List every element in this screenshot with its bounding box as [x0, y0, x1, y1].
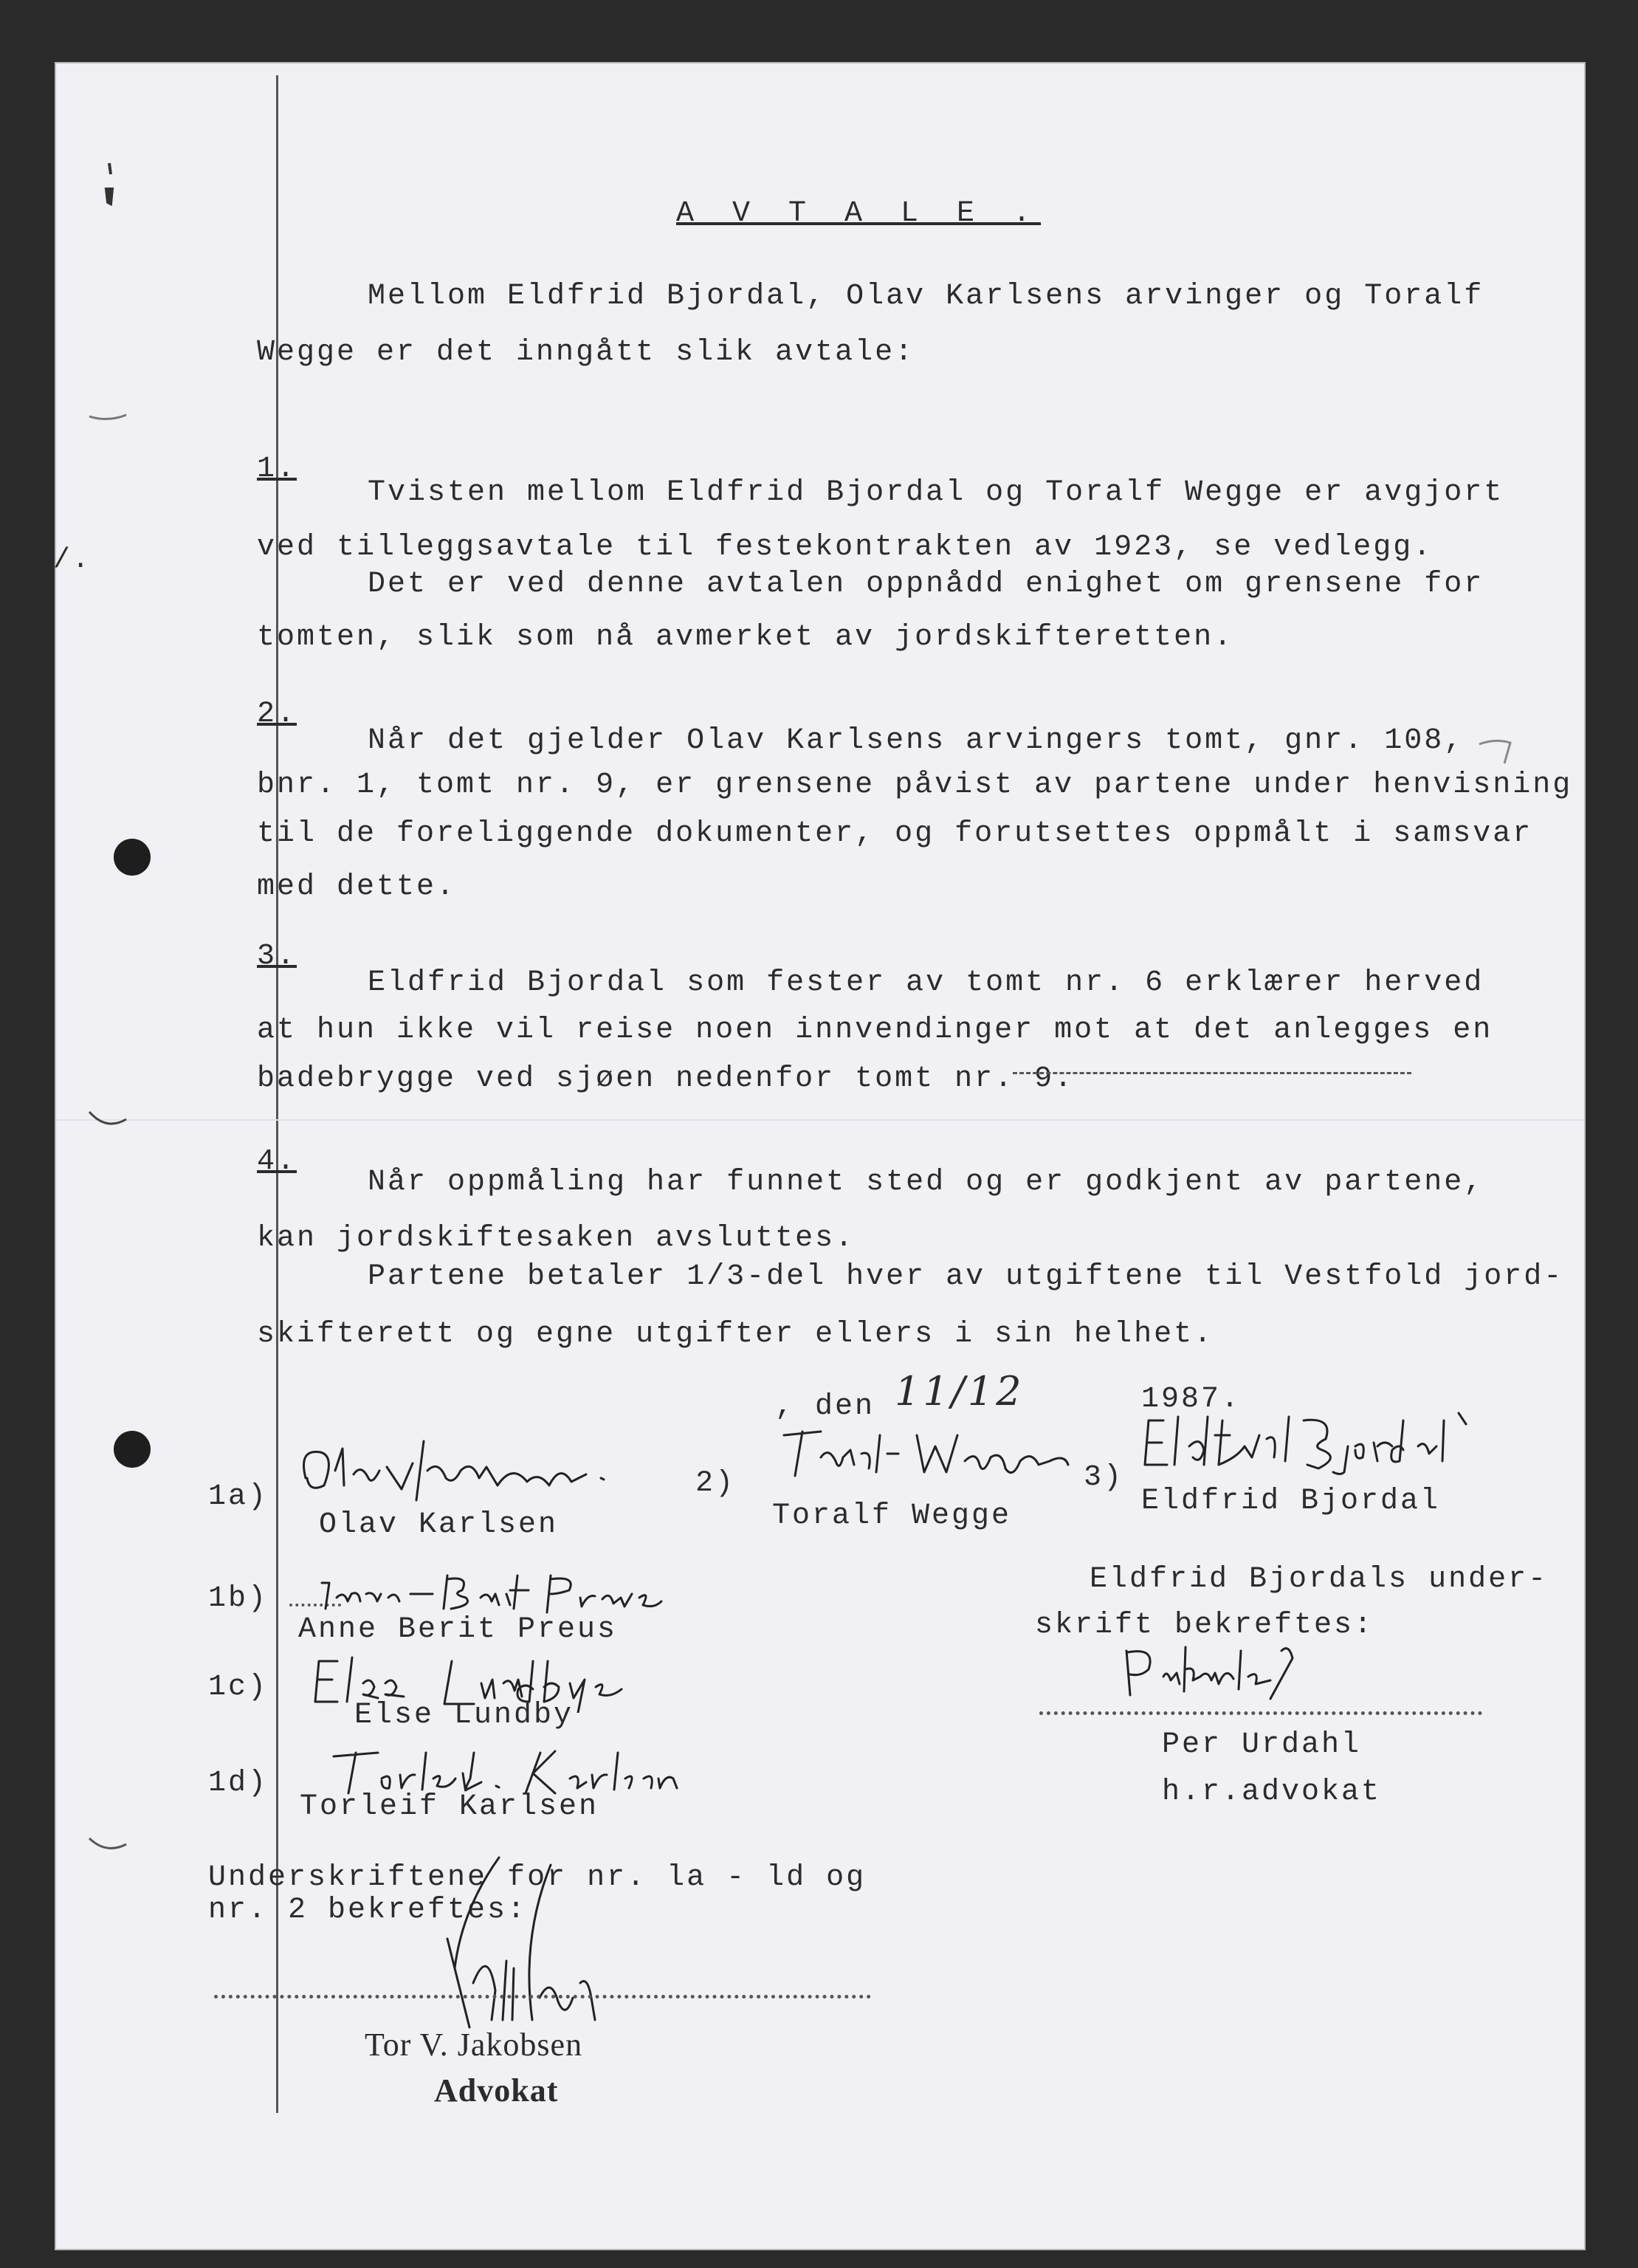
notary-name: Per Urdahl [1162, 1728, 1362, 1762]
signatory-name: Torleif Karlsen [300, 1790, 599, 1824]
signatory-name: Anne Berit Preus [298, 1613, 618, 1646]
confirmation-line: Underskriftene for nr. la - ld og [208, 1861, 867, 1894]
signature-toralf-wegge [769, 1420, 1094, 1487]
signatory-name: Olav Karlsen [319, 1508, 559, 1542]
section-number: 1. [257, 453, 297, 486]
margin-tick [1473, 737, 1518, 766]
signature-line [214, 1995, 871, 1999]
section-line: Når det gjelder Olav Karlsens arvingers tomt, gnr. 108, [368, 724, 1465, 757]
section-line: Tvisten mellom Eldfrid Bjordal og Toralf Wegge er avgjort [368, 476, 1504, 509]
signature-per-urdahl [1112, 1636, 1407, 1717]
intro-line: Wegge er det inngått slik avtale: [257, 336, 915, 369]
signatory-label: 1b) [208, 1582, 269, 1615]
intro-line: Mellom Eldfrid Bjordal, Olav Karlsens arvinger og Toralf [368, 280, 1484, 313]
signatory-label: 3) [1084, 1461, 1124, 1494]
section-number: 2. [257, 698, 297, 731]
date-year: 1987. [1141, 1383, 1242, 1416]
signature-line [1039, 1711, 1482, 1715]
section-line: med dette. [257, 870, 457, 904]
margin-mark: /. [53, 544, 92, 576]
confirmation-line: nr. 2 bekreftes: [208, 1894, 528, 1927]
section-line: skifterett og egne utgifter ellers i sin helhet. [257, 1318, 1214, 1351]
punch-hole-bottom [114, 1431, 151, 1468]
margin-tick [86, 1104, 130, 1134]
section-line: bnr. 1, tomt nr. 9, er grensene påvist av partene under henvisning [257, 769, 1573, 802]
signatory-label: 2) [695, 1467, 736, 1500]
signature-olav-karlsen [291, 1434, 675, 1515]
section-number: 4. [257, 1145, 297, 1178]
section-line: kan jordskiftesaken avsluttes. [257, 1222, 856, 1255]
section-line: tomten, slik som nå avmerket av jordskifteretten. [257, 621, 1234, 654]
signature-anne-berit-preus [307, 1561, 735, 1620]
date-prefix: , den [775, 1390, 875, 1423]
signature-eldfrid-bjordal [1134, 1406, 1518, 1480]
document-page [53, 63, 1584, 2249]
notary-title: h.r.advokat [1162, 1776, 1382, 1809]
section-line: Det er ved denne avtalen oppnådd enighet om grensene for [368, 568, 1484, 601]
fold-line [56, 1119, 1584, 1121]
signatory-name: Eldfrid Bjordal [1141, 1485, 1441, 1518]
attorney-title: Advokat [434, 2072, 559, 2109]
section-line: Når oppmåling har funnet sted og er godkjent av partene, [368, 1166, 1484, 1199]
document-title: A V T A L E . [676, 197, 1042, 230]
attorney-name: Tor V. Jakobsen [365, 2027, 583, 2063]
section-line: Partene betaler 1/3-del hver av utgiftene til Vestfold jord- [368, 1260, 1564, 1293]
signature-tor-v-jakobsen [403, 1850, 624, 2057]
signatory-label: 1a) [208, 1480, 269, 1513]
margin-tick [86, 1828, 130, 1858]
signatory-label: 1d) [208, 1767, 269, 1800]
margin-tick [86, 403, 130, 425]
section-line: til de foreliggende dokumenter, og forutsettes oppmålt i samsvar [257, 817, 1533, 850]
staple-mark [99, 159, 121, 211]
section-line: badebrygge ved sjøen nedenfor tomt nr. 9. [257, 1062, 1075, 1096]
confirmation-line: Eldfrid Bjordals under- [1090, 1563, 1549, 1596]
section-line: at hun ikke vil reise noen innvendinger mot at det anlegges en [257, 1014, 1493, 1047]
signatory-label: 1c) [208, 1671, 269, 1704]
punch-hole-top [114, 839, 151, 876]
fill-line [1013, 1072, 1411, 1074]
handwritten-date: 11/12 [895, 1368, 1025, 1415]
confirmation-line: skrift bekreftes: [1035, 1609, 1374, 1642]
section-line: Eldfrid Bjordal som fester av tomt nr. 6 erklærer herved [368, 966, 1484, 1000]
section-line: ved tilleggsavtale til festekontrakten av 1923, se vedlegg. [257, 531, 1434, 564]
section-number: 3. [257, 940, 297, 973]
signatory-name: Toralf Wegge [772, 1499, 1012, 1533]
signatory-name: Else Lundby [354, 1699, 574, 1732]
